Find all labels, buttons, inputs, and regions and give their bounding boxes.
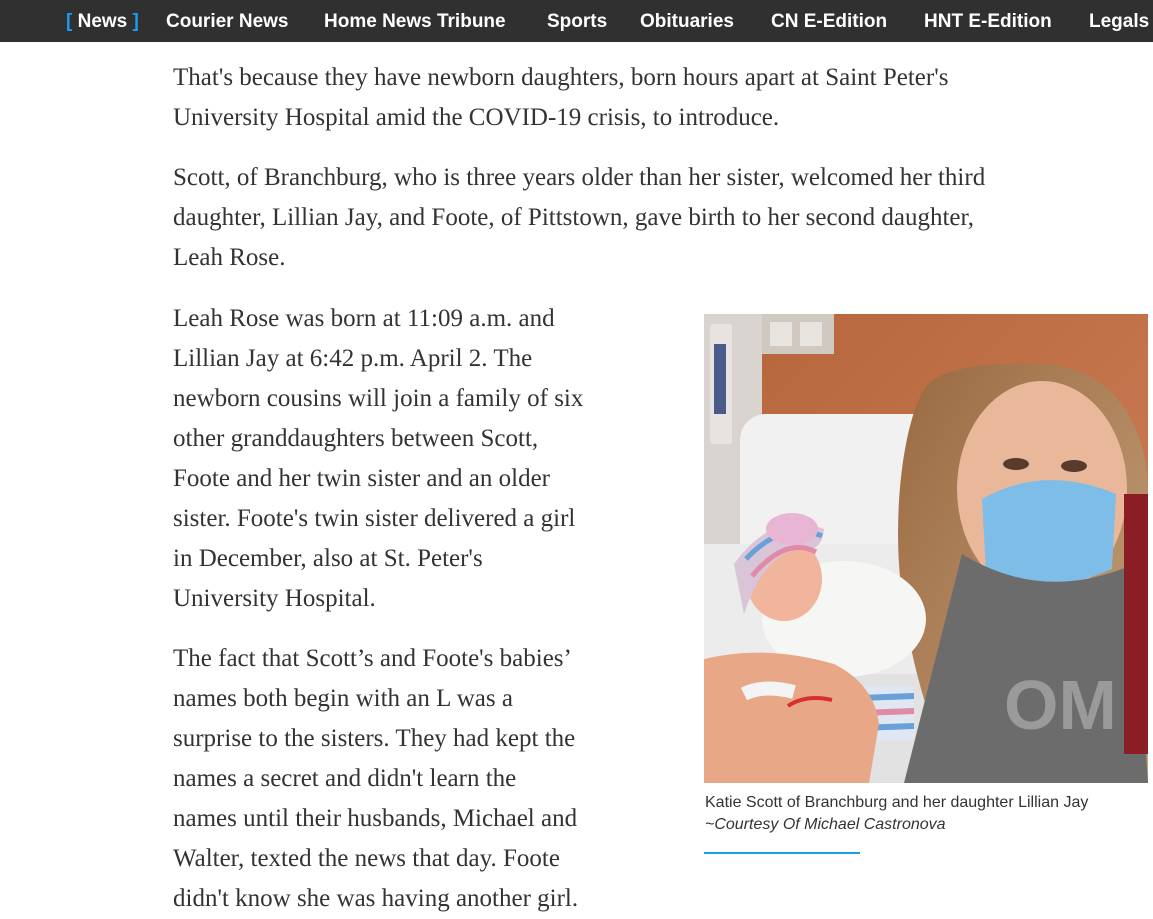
paragraph-line: other granddaughters between Scott, (173, 425, 539, 452)
paragraph-line: The fact that Scott’s and Foote's babies’ (173, 645, 572, 672)
paragraph-line: Scott, of Branchburg, who is three years older than her sister, welcomed her third (173, 164, 986, 191)
nav-item-news-label: News (77, 11, 128, 32)
nav-item-courier-news[interactable]: Courier News (166, 11, 289, 32)
paragraph-line: Walter, texted the news that day. Foote (173, 845, 560, 872)
photo-caption-text: Katie Scott of Branchburg and her daughter Lillian Jay (705, 794, 1089, 811)
paragraph-line: daughter, Lillian Jay, and Foote, of Pittstown, gave birth to her second daughter, (173, 204, 975, 231)
paragraph-line: in December, also at St. Peter's (173, 545, 483, 572)
nav-item-legals[interactable]: Legals (1089, 11, 1150, 32)
paragraph-line: sister. Foote's twin sister delivered a girl (173, 505, 576, 532)
nav-bracket-open: [ (66, 11, 73, 32)
article-paragraph (173, 58, 948, 138)
paragraph-line: That's because they have newborn daughters, born hours apart at Saint Peter's (173, 64, 949, 91)
paragraph-line: University Hospital amid the COVID-19 crisis, to introduce. (173, 104, 780, 131)
nav-item-obituaries[interactable]: Obituaries (640, 11, 734, 32)
top-navigation-bar (0, 0, 1153, 42)
paragraph-line: didn't know she was having another girl. (173, 885, 579, 912)
svg-text:OM: OM (1004, 666, 1117, 744)
photo-caption (705, 792, 1145, 836)
paragraph-line: names until their husbands, Michael and (173, 805, 578, 832)
nav-bracket-close: ] (132, 11, 139, 32)
paragraph-line: University Hospital. (173, 585, 376, 612)
article-paragraph (173, 158, 985, 278)
caption-underline (704, 852, 860, 854)
nav-item-sports[interactable]: Sports (547, 11, 608, 32)
paragraph-line: newborn cousins will join a family of six (173, 385, 584, 412)
photo-credit: ~Courtesy Of Michael Castronova (705, 816, 946, 833)
paragraph-line: Leah Rose. (173, 244, 286, 271)
photo-illustration (704, 314, 1148, 783)
nav-item-home-news-tribune[interactable]: Home News Tribune (324, 11, 506, 32)
paragraph-line: Leah Rose was born at 11:09 a.m. and (173, 305, 555, 332)
paragraph-line: names both begin with an L was a (173, 685, 513, 712)
nav-item-hnt-e-edition[interactable]: HNT E-Edition (924, 11, 1052, 32)
article-paragraph (173, 639, 578, 919)
paragraph-line: names a secret and didn't learn the (173, 765, 517, 792)
paragraph-line: surprise to the sisters. They had kept the (173, 725, 576, 752)
nav-item-news[interactable] (66, 10, 139, 34)
paragraph-line: Lillian Jay at 6:42 p.m. April 2. The (173, 345, 533, 372)
article-paragraph (173, 299, 583, 619)
nav-item-cn-e-edition[interactable]: CN E-Edition (771, 11, 888, 32)
paragraph-line: Foote and her twin sister and an older (173, 465, 550, 492)
article-photo[interactable] (704, 314, 1148, 783)
